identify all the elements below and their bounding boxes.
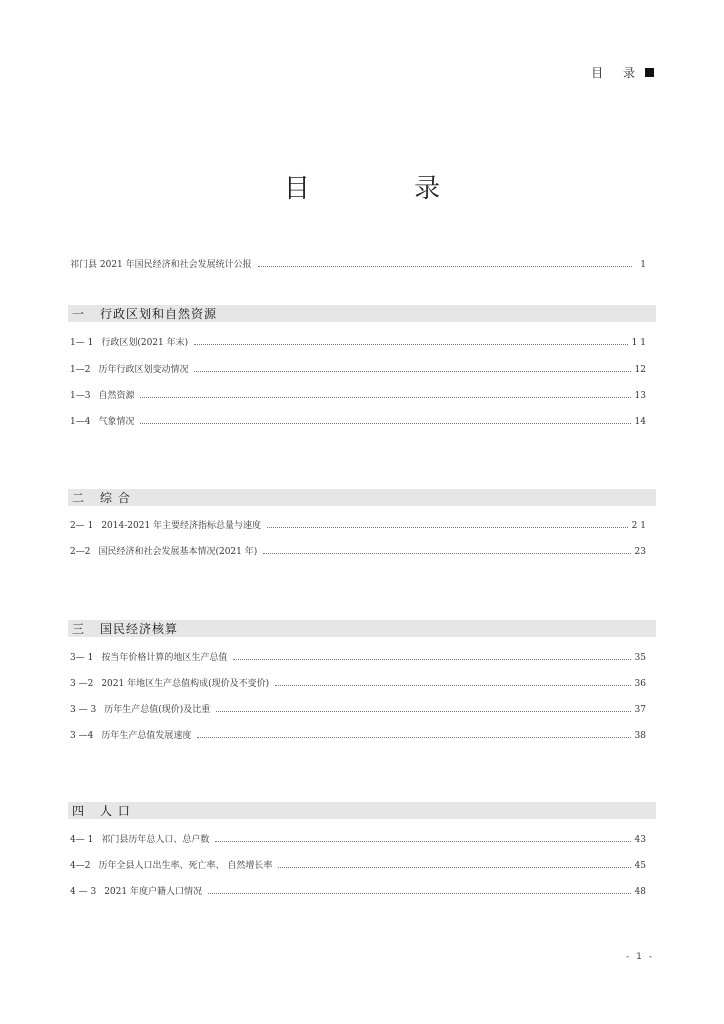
section-header-1: [68, 305, 656, 322]
toc-entry[interactable]: [70, 831, 646, 845]
running-header: [591, 64, 654, 81]
header-text: 目 录: [591, 66, 643, 80]
toc-page: 12: [634, 365, 646, 375]
toc-page: 48: [634, 887, 646, 897]
section-header-4: [68, 802, 656, 819]
toc-number: 4—2: [70, 861, 91, 871]
toc-number: 1—2: [70, 365, 91, 375]
leader-dots: [215, 840, 630, 842]
toc-page: 43: [634, 835, 646, 845]
toc-entry[interactable]: [70, 649, 646, 663]
page-title: 目 录: [283, 174, 489, 204]
toc-entry[interactable]: [70, 857, 646, 871]
toc-page: 37: [634, 705, 646, 715]
section-title: 综 合: [100, 491, 131, 505]
toc-label: 祁门县 2021 年国民经济和社会发展统计公报: [70, 260, 252, 270]
toc-label: 祁门县历年总人口、总户数: [101, 835, 210, 845]
leader-dots: [233, 658, 630, 660]
toc-label: 2014-2021 年主要经济指标总量与速度: [101, 521, 262, 531]
square-mark-icon: [645, 68, 654, 77]
toc-entry[interactable]: [70, 883, 646, 897]
toc-number: 3 — 3: [70, 705, 97, 715]
toc-entry[interactable]: [70, 361, 646, 375]
toc-entry[interactable]: [70, 701, 646, 715]
leader-dots: [267, 526, 628, 528]
leader-dots: [194, 343, 628, 345]
toc-page: 1: [640, 260, 646, 270]
toc-label: 行政区划(2021 年末): [101, 338, 189, 348]
section-number: 三: [72, 622, 85, 636]
page-number: - 1 -: [626, 952, 654, 962]
toc-number: 3 —2: [70, 679, 94, 689]
toc-entry-intro[interactable]: [70, 256, 646, 270]
leader-dots: [140, 422, 630, 424]
toc-page: 14: [634, 417, 646, 427]
toc-entry[interactable]: [70, 675, 646, 689]
toc-label: 历年生产总值发展速度: [101, 731, 192, 741]
toc-page: 45: [634, 861, 646, 871]
toc-label: 国民经济和社会发展基本情况(2021 年): [98, 547, 258, 557]
section-title: 人 口: [100, 804, 131, 818]
leader-dots: [258, 265, 632, 267]
toc-page: 2 1: [631, 521, 646, 531]
leader-dots: [275, 684, 630, 686]
leader-dots: [208, 892, 631, 894]
leader-dots: [140, 396, 630, 398]
leader-dots: [278, 866, 630, 868]
section-number: 四: [72, 804, 85, 818]
toc-label: 2021 年地区生产总值构成(现价及不变价): [101, 679, 270, 689]
toc-number: 2—2: [70, 547, 91, 557]
toc-page: 35: [634, 653, 646, 663]
toc-number: 4 — 3: [70, 887, 97, 897]
toc-page: 23: [634, 547, 646, 557]
section-title: 行政区划和自然资源: [100, 307, 218, 321]
toc-label: 2021 年度户籍人口情况: [104, 887, 202, 897]
toc-entry[interactable]: [70, 543, 646, 557]
toc-number: 1—4: [70, 417, 91, 427]
toc-entry[interactable]: [70, 334, 646, 348]
section-header-3: [68, 620, 656, 637]
toc-number: 3 —4: [70, 731, 94, 741]
toc-label: 自然资源: [98, 391, 135, 401]
toc-page: 38: [634, 731, 646, 741]
toc-number: 1— 1: [70, 338, 94, 348]
toc-page: 1 1: [631, 338, 646, 348]
toc-entry[interactable]: [70, 413, 646, 427]
toc-page: 13: [634, 391, 646, 401]
leader-dots: [216, 710, 630, 712]
toc-entry[interactable]: [70, 727, 646, 741]
leader-dots: [194, 370, 630, 372]
leader-dots: [263, 552, 630, 554]
toc-label: 按当年价格计算的地区生产总值: [101, 653, 228, 663]
section-number: 二: [72, 491, 85, 505]
toc-number: 1—3: [70, 391, 91, 401]
toc-page: 36: [634, 679, 646, 689]
toc-label: 历年全县人口出生率、死亡率、 自然增长率: [98, 861, 273, 871]
section-title: 国民经济核算: [100, 622, 179, 636]
toc-label: 历年生产总值(现价)及比重: [104, 705, 211, 715]
toc-label: 气象情况: [98, 417, 135, 427]
toc-number: 4— 1: [70, 835, 94, 845]
toc-entry[interactable]: [70, 517, 646, 531]
section-number: 一: [72, 307, 85, 321]
leader-dots: [197, 736, 630, 738]
toc-number: 2— 1: [70, 521, 94, 531]
toc-number: 3— 1: [70, 653, 94, 663]
toc-label: 历年行政区划变动情况: [98, 365, 189, 375]
toc-entry[interactable]: [70, 387, 646, 401]
section-header-2: [68, 489, 656, 506]
